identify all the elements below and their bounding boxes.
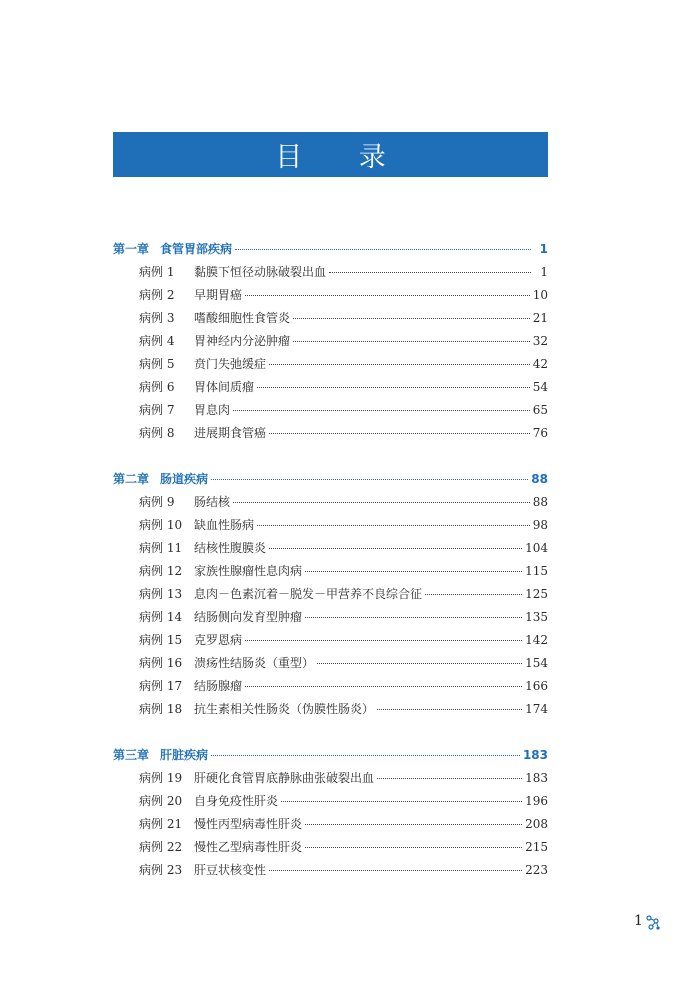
dot-leader [317, 663, 522, 664]
chapter-number: 第一章 [113, 242, 150, 256]
case-title: 家族性腺瘤性息肉病 [194, 564, 303, 578]
case-title: 黏膜下恒径动脉破裂出血 [194, 265, 327, 279]
dot-leader [233, 502, 530, 503]
case-title: 自身免疫性肝炎 [194, 794, 279, 808]
chapter-page: 88 [531, 472, 548, 486]
dot-leader [269, 433, 530, 434]
case-title: 结肠侧向发育型肿瘤 [194, 610, 303, 624]
case-page: 125 [525, 587, 548, 601]
case-number: 病例 13 [139, 587, 183, 601]
case-page: 1 [540, 265, 548, 279]
chapter-title: 肝脏疾病 [160, 748, 209, 762]
case-title: 早期胃癌 [194, 288, 243, 302]
case-number: 病例 10 [139, 518, 183, 532]
case-title: 息肉－色素沉着－脱发－甲营养不良综合征 [194, 587, 423, 601]
dot-leader [377, 709, 522, 710]
toc-entry[interactable] [113, 792, 548, 815]
chapter-number: 第三章 [113, 748, 150, 762]
page-number: 1 [634, 913, 643, 929]
toc-entry[interactable] [113, 539, 548, 562]
case-title: 贲门失弛缓症 [194, 357, 267, 371]
toc-entry[interactable] [113, 769, 548, 792]
case-page: 135 [525, 610, 548, 624]
toc-entry[interactable] [113, 815, 548, 838]
toc-entry[interactable] [113, 401, 548, 424]
case-title: 结核性腹膜炎 [194, 541, 267, 555]
case-title: 肠结核 [194, 495, 231, 509]
toc-entry[interactable] [113, 263, 548, 286]
case-number: 病例 15 [139, 633, 183, 647]
dot-leader [245, 295, 530, 296]
toc-title: 目 录 [275, 142, 410, 173]
chapter-heading[interactable] [113, 470, 548, 493]
toc-entry[interactable] [113, 378, 548, 401]
chapter-page: 183 [522, 748, 548, 762]
case-page: 208 [525, 817, 548, 831]
case-page: 76 [532, 426, 548, 440]
toc-entry[interactable] [113, 516, 548, 539]
case-title: 胃息肉 [194, 403, 231, 417]
dot-leader [293, 341, 530, 342]
toc-entry[interactable] [113, 355, 548, 378]
dot-leader [281, 801, 522, 802]
toc-entry[interactable] [113, 332, 548, 355]
case-title: 胃神经内分泌肿瘤 [194, 334, 291, 348]
toc-entry[interactable] [113, 861, 548, 884]
case-title: 胃体间质瘤 [194, 380, 255, 394]
case-title: 嗜酸细胞性食管炎 [194, 311, 291, 325]
dot-leader [305, 847, 522, 848]
toc-entry[interactable] [113, 493, 548, 516]
toc-entry[interactable] [113, 286, 548, 309]
case-number: 病例 4 [139, 334, 175, 348]
dot-leader [329, 272, 531, 273]
toc-entry[interactable] [113, 838, 548, 861]
case-number: 病例 1 [139, 265, 175, 279]
chapter-heading[interactable] [113, 746, 548, 769]
case-number: 病例 12 [139, 564, 183, 578]
toc-entry[interactable] [113, 608, 548, 631]
case-page: 154 [525, 656, 548, 670]
case-page: 42 [532, 357, 548, 371]
chapter-heading[interactable] [113, 240, 548, 263]
toc-entry[interactable] [113, 654, 548, 677]
dot-leader [305, 571, 522, 572]
toc-entry[interactable] [113, 309, 548, 332]
toc-entry[interactable] [113, 562, 548, 585]
case-page: 54 [532, 380, 548, 394]
dot-leader [211, 755, 520, 756]
dot-leader [425, 594, 522, 595]
case-title: 肝豆状核变性 [194, 863, 267, 877]
case-number: 病例 22 [139, 840, 183, 854]
case-number: 病例 17 [139, 679, 183, 693]
dot-leader [211, 479, 528, 480]
case-number: 病例 23 [139, 863, 183, 877]
case-title: 进展期食管癌 [194, 426, 267, 440]
dot-leader [269, 364, 530, 365]
case-page: 196 [525, 794, 548, 808]
case-number: 病例 21 [139, 817, 183, 831]
case-number: 病例 9 [139, 495, 175, 509]
case-page: 223 [525, 863, 548, 877]
toc-entry[interactable] [113, 700, 548, 723]
case-page: 65 [532, 403, 548, 417]
case-number: 病例 19 [139, 771, 183, 785]
case-title: 溃疡性结肠炎（重型） [194, 656, 315, 670]
case-number: 病例 8 [139, 426, 175, 440]
case-title: 抗生素相关性肠炎（伪膜性肠炎） [194, 702, 375, 716]
case-title: 慢性乙型病毒性肝炎 [194, 840, 303, 854]
dot-leader [269, 548, 522, 549]
chapter-title: 肠道疾病 [160, 472, 209, 486]
case-page: 183 [525, 771, 548, 785]
case-title: 缺血性肠病 [194, 518, 255, 532]
dot-leader [257, 525, 530, 526]
case-page: 166 [525, 679, 548, 693]
dot-leader [257, 387, 530, 388]
case-number: 病例 6 [139, 380, 175, 394]
dot-leader [305, 824, 522, 825]
toc-entry[interactable] [113, 424, 548, 447]
case-number: 病例 16 [139, 656, 183, 670]
case-number: 病例 11 [139, 541, 183, 555]
toc-title-band [113, 132, 548, 177]
section-gap [113, 723, 548, 746]
case-number: 病例 20 [139, 794, 183, 808]
toc-entry[interactable] [113, 677, 548, 700]
dot-leader [235, 249, 531, 250]
section-gap [113, 447, 548, 470]
dot-leader [269, 870, 522, 871]
case-number: 病例 3 [139, 311, 175, 325]
case-page: 98 [532, 518, 548, 532]
case-page: 32 [532, 334, 548, 348]
dot-leader [245, 640, 522, 641]
molecule-icon [645, 915, 661, 931]
case-number: 病例 14 [139, 610, 183, 624]
case-page: 10 [532, 288, 548, 302]
dot-leader [377, 778, 522, 779]
case-page: 142 [525, 633, 548, 647]
case-title: 克罗恩病 [194, 633, 243, 647]
case-number: 病例 2 [139, 288, 175, 302]
case-page: 115 [525, 564, 548, 578]
toc-entry[interactable] [113, 585, 548, 608]
case-title: 肝硬化食管胃底静脉曲张破裂出血 [194, 771, 375, 785]
case-page: 88 [532, 495, 548, 509]
case-page: 174 [525, 702, 548, 716]
toc-entry[interactable] [113, 631, 548, 654]
case-number: 病例 5 [139, 357, 175, 371]
chapter-page: 1 [539, 242, 548, 256]
dot-leader [245, 686, 522, 687]
chapter-number: 第二章 [113, 472, 150, 486]
dot-leader [293, 318, 530, 319]
case-page: 215 [525, 840, 548, 854]
case-title: 慢性丙型病毒性肝炎 [194, 817, 303, 831]
case-page: 104 [525, 541, 548, 555]
case-number: 病例 7 [139, 403, 175, 417]
case-number: 病例 18 [139, 702, 183, 716]
dot-leader [233, 410, 530, 411]
table-of-contents [113, 240, 548, 884]
case-title: 结肠腺瘤 [194, 679, 243, 693]
chapter-title: 食管胃部疾病 [160, 242, 233, 256]
case-page: 21 [532, 311, 548, 325]
dot-leader [305, 617, 522, 618]
